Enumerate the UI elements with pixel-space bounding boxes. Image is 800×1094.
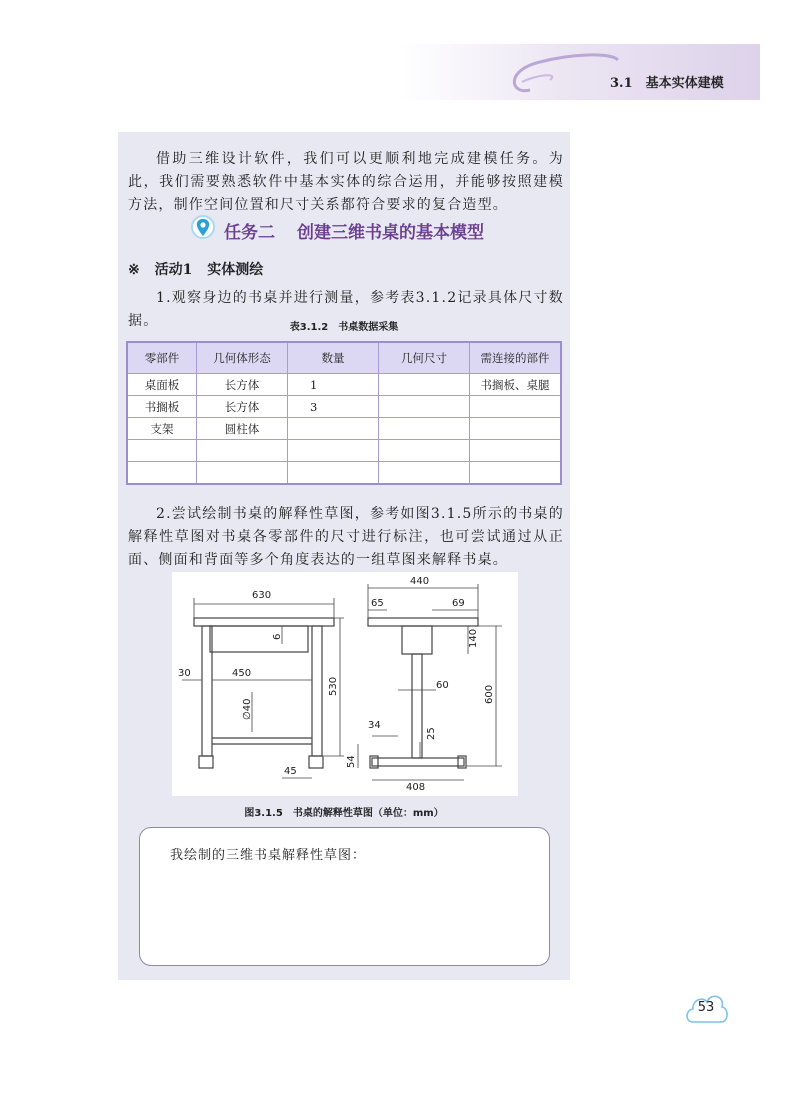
table-cell	[288, 462, 379, 485]
table-cell: 桌面板	[127, 374, 197, 396]
dim-foot: 45	[284, 766, 297, 777]
table-row	[127, 462, 561, 485]
table-row	[127, 440, 561, 462]
task-title: 创建三维书桌的基本模型	[297, 222, 484, 243]
table-header-cell: 数量	[288, 342, 379, 374]
table-header-cell: 几何体形态	[197, 342, 288, 374]
activity-title: 实体测绘	[207, 262, 264, 278]
table-cell	[197, 462, 288, 485]
section-title: 3.1 基本实体建模	[610, 76, 724, 91]
dim-left-overhang: 65	[371, 598, 384, 609]
figure-caption: 图3.1.5 书桌的解释性草图（单位：mm）	[244, 808, 444, 819]
table-header-row	[127, 342, 561, 374]
dim-total-height: 600	[484, 684, 495, 704]
activity-marker: ※	[128, 262, 140, 278]
table-cell	[470, 396, 562, 418]
data-collection-table	[126, 341, 562, 485]
dim-front-width: 630	[252, 590, 272, 601]
dim-side-offset: 30	[178, 668, 191, 679]
step1-text: 1.观察身边的书桌并进行测量，参考表3.1.2记录具体尺寸数据。	[128, 290, 564, 329]
table-cell: 1	[288, 374, 379, 396]
task-heading	[190, 214, 550, 246]
dim-height: 530	[328, 676, 339, 696]
table-cell	[379, 440, 470, 462]
table-cell: 长方体	[197, 396, 288, 418]
dim-leg-diameter: ∅40	[242, 698, 253, 720]
table-cell: 支架	[127, 418, 197, 440]
table-cell	[127, 462, 197, 485]
table-caption: 表3.1.2 书桌数据采集	[289, 322, 399, 333]
task-label: 任务二	[224, 222, 275, 243]
dim-side-depth: 440	[410, 576, 430, 587]
table-cell	[379, 396, 470, 418]
intro-paragraph: 借助三维设计软件，我们可以更顺利地完成建模任务。为此，我们需要熟悉软件中基本实体的综合运用，并能够按照建模方法，制作空间位置和尺寸关系都符合要求的复合造型。	[128, 151, 564, 213]
dim-right-overhang: 69	[452, 598, 465, 609]
table-row	[127, 374, 561, 396]
page-number-badge	[683, 988, 729, 1026]
table-row	[127, 396, 561, 418]
table-row	[127, 418, 561, 440]
dim-drawer-height: 6	[272, 633, 283, 640]
table-cell	[379, 418, 470, 440]
header-swirl-decoration	[500, 40, 620, 110]
table-header-cell: 几何尺寸	[379, 342, 470, 374]
table-cell	[470, 462, 562, 485]
dim-inner-width: 450	[232, 668, 252, 679]
table-header-cell: 需连接的部件	[470, 342, 562, 374]
table-cell: 书搁板、桌腿	[470, 374, 562, 396]
desk-sketch-figure	[172, 572, 518, 796]
table-cell: 长方体	[197, 374, 288, 396]
dim-base-height: 54	[346, 755, 357, 768]
table-header-cell: 零部件	[127, 342, 197, 374]
table-cell: 圆柱体	[197, 418, 288, 440]
sketch-area-label: 我绘制的三维书桌解释性草图：	[170, 848, 367, 863]
desk-sketch-drawing	[172, 572, 518, 796]
table-cell	[288, 440, 379, 462]
location-pin-icon	[190, 215, 216, 245]
table-cell	[470, 418, 562, 440]
table-cell	[379, 374, 470, 396]
dim-base-width: 408	[406, 782, 426, 793]
table-cell: 书搁板	[127, 396, 197, 418]
page-number: 53	[697, 1000, 715, 1015]
dim-shelf-height: 140	[468, 628, 479, 648]
dim-bar-width: 34	[368, 720, 381, 731]
activity-label: 活动1	[154, 262, 193, 278]
table-cell: 3	[288, 396, 379, 418]
table-cell	[127, 440, 197, 462]
dim-pillar-width: 60	[436, 680, 449, 691]
table-cell	[379, 462, 470, 485]
dim-bar-height: 25	[426, 727, 437, 740]
table-cell	[288, 418, 379, 440]
step2-text: 2.尝试绘制书桌的解释性草图，参考如图3.1.5所示的书桌的解释性草图对书桌各零部件的尺寸进行标注，也可尝试通过从正面、侧面和背面等多个角度表达的一组草图来解释书桌。	[128, 506, 564, 568]
sketch-drawing-area[interactable]	[139, 827, 550, 966]
table-cell	[470, 440, 562, 462]
activity-heading	[128, 259, 263, 279]
table-cell	[197, 440, 288, 462]
